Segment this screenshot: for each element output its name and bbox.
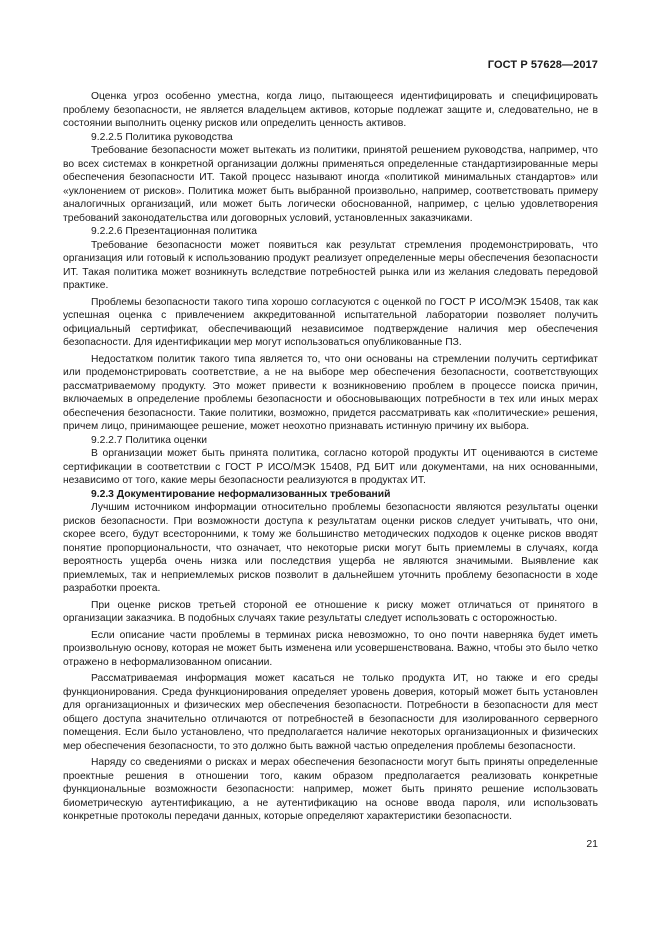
paragraph: Наряду со сведениями о рисках и мерах обеспечения безопасности могут быть приняты определенные проектные решения в отношении того, каким образом предполагается реализовать конкретные функциональные возможности безопасности: например, может быть принято решение использовать биометрическую аутентификацию, а не аутентификацию на основе ввода пароля, или использовать конкретные протоколы передачи данных, которые определяют характеристики безопасности. <box>63 757 598 822</box>
paragraph: Требование безопасности может вытекать из политики, принятой решением руководства, например, что во всех системах в конкретной организации должны применяться определенные стандартизированные меры обеспечения безопасности ИТ. Такой процесс называют иногда «политикой минимальных стандартов» или «уклонением от рисков». Политика может быть выбранной произвольно, например, соответствовать примеру аналогичных организаций, или может быть логически обоснованной, например, с целью удовлетворения требований законодательства или договорных условий, установленных заказчиками. <box>63 145 598 224</box>
section-heading: 9.2.2.6 Презентационная политика <box>91 226 257 237</box>
standard-header: ГОСТ Р 57628—2017 <box>487 59 598 71</box>
paragraph: Лучшим источником информации относительно проблемы безопасности являются результаты оценки рисков безопасности. При возможности доступа к результатам оценки рисков следует учитывать, что они, скорее всего, будут всесторонними, к тому же большинство методических подходов к оценке рисков вводят понятие пропорциональности, что означает, что некоторые риски могут быть приемлемы в случаях, когда вероятность ущерба очень низка или последствия ущерба не являются значимыми. Выявление как приемлемых, так и неприемлемых рисков позволит в дальнейшем уточнить проблему безопасности в ходе разработки проекта. <box>63 502 598 594</box>
paragraph: Если описание части проблемы в терминах риска невозможно, то оно почти наверняка будет иметь произвольную основу, которая не может быть изменена или усовершенствована. Важно, чтобы это было четко отражено в неформализованном описании. <box>63 629 598 668</box>
paragraph: Рассматриваемая информация может касаться не только продукта ИТ, но также и его среды функционирования. Среда функционирования определяет уровень доверия, который может быть установлен для организационных и физических мер обеспечения безопасности. Потребности в безопасности для мест общего доступа значительно отличаются от потребностей в безопасности для изолированного серверного помещения. Если было установлено, что предполагается наличие некоторых организационных и физических мер обеспечения безопасности, то это должно быть важной частью определения проблемы безопасности. <box>63 673 598 752</box>
paragraph: При оценке рисков третьей стороной ее отношение к риску может отличаться от принятого в организации заказчика. В подобных случаях такие результаты следует использовать с осторожностью. <box>63 599 598 624</box>
section-heading: 9.2.2.5 Политика руководства <box>91 131 233 143</box>
paragraph: Недостатком политик такого типа является то, что они основаны на стремлении получить сертификат или продемонстрировать соответствие, а не на выборе мер обеспечения безопасности, соответствующих рассматриваемому продукту. Это может привести к возникновению проблем в процессе поиска причин, включаемых в определение проблемы безопасности и обосновывающих потребности в тех или иных мерах обеспечения безопасности. Такие политики, возможно, придется рассматривать как «политические» решения, причем лицо, принимающее решение, может неохотно признавать истинную причину их выбора. <box>63 353 598 432</box>
paragraph: В организации может быть принята политика, согласно которой продукты ИТ оцениваются в системе сертификации в соответствии с ГОСТ Р ИСО/МЭК 15408, РД БИТ или документами, на них основанными, независимо от того, какие меры безопасности реализуются в продуктах ИТ. <box>63 448 598 486</box>
page-number: 21 <box>586 838 598 850</box>
paragraph: Проблемы безопасности такого типа хорошо согласуются с оценкой по ГОСТ Р ИСО/МЭК 15408, так как успешная оценка с привлечением аккредитованной испытательной лаборатории позволяет получить официальный сертификат, обеспечивающий независимое подтверждение наличия мер обеспечения безопасности. Для идентификации мер могут использоваться опубликованные ПЗ. <box>63 296 598 348</box>
body-text <box>63 90 598 824</box>
paragraph: Оценка угроз особенно уместна, когда лицо, пытающееся идентифицировать и специфицировать проблему безопасности, не является владельцем активов, которые подлежат защите и, следовательно, не в состоянии выполнить оценку рисков или определить ценность активов. <box>63 91 598 129</box>
paragraph: Требование безопасности может появиться как результат стремления продемонстрировать, что организация или готовый к использованию продукт реализует определенные меры обеспечения безопасности ИТ. Такая политика может возникнуть вследствие потребностей рынка или из желания следовать передовой практике. <box>63 239 598 291</box>
section-heading: 9.2.2.7 Политика оценки <box>91 434 207 446</box>
subsection-heading: 9.2.3 Документирование неформализованных требований <box>91 488 391 500</box>
